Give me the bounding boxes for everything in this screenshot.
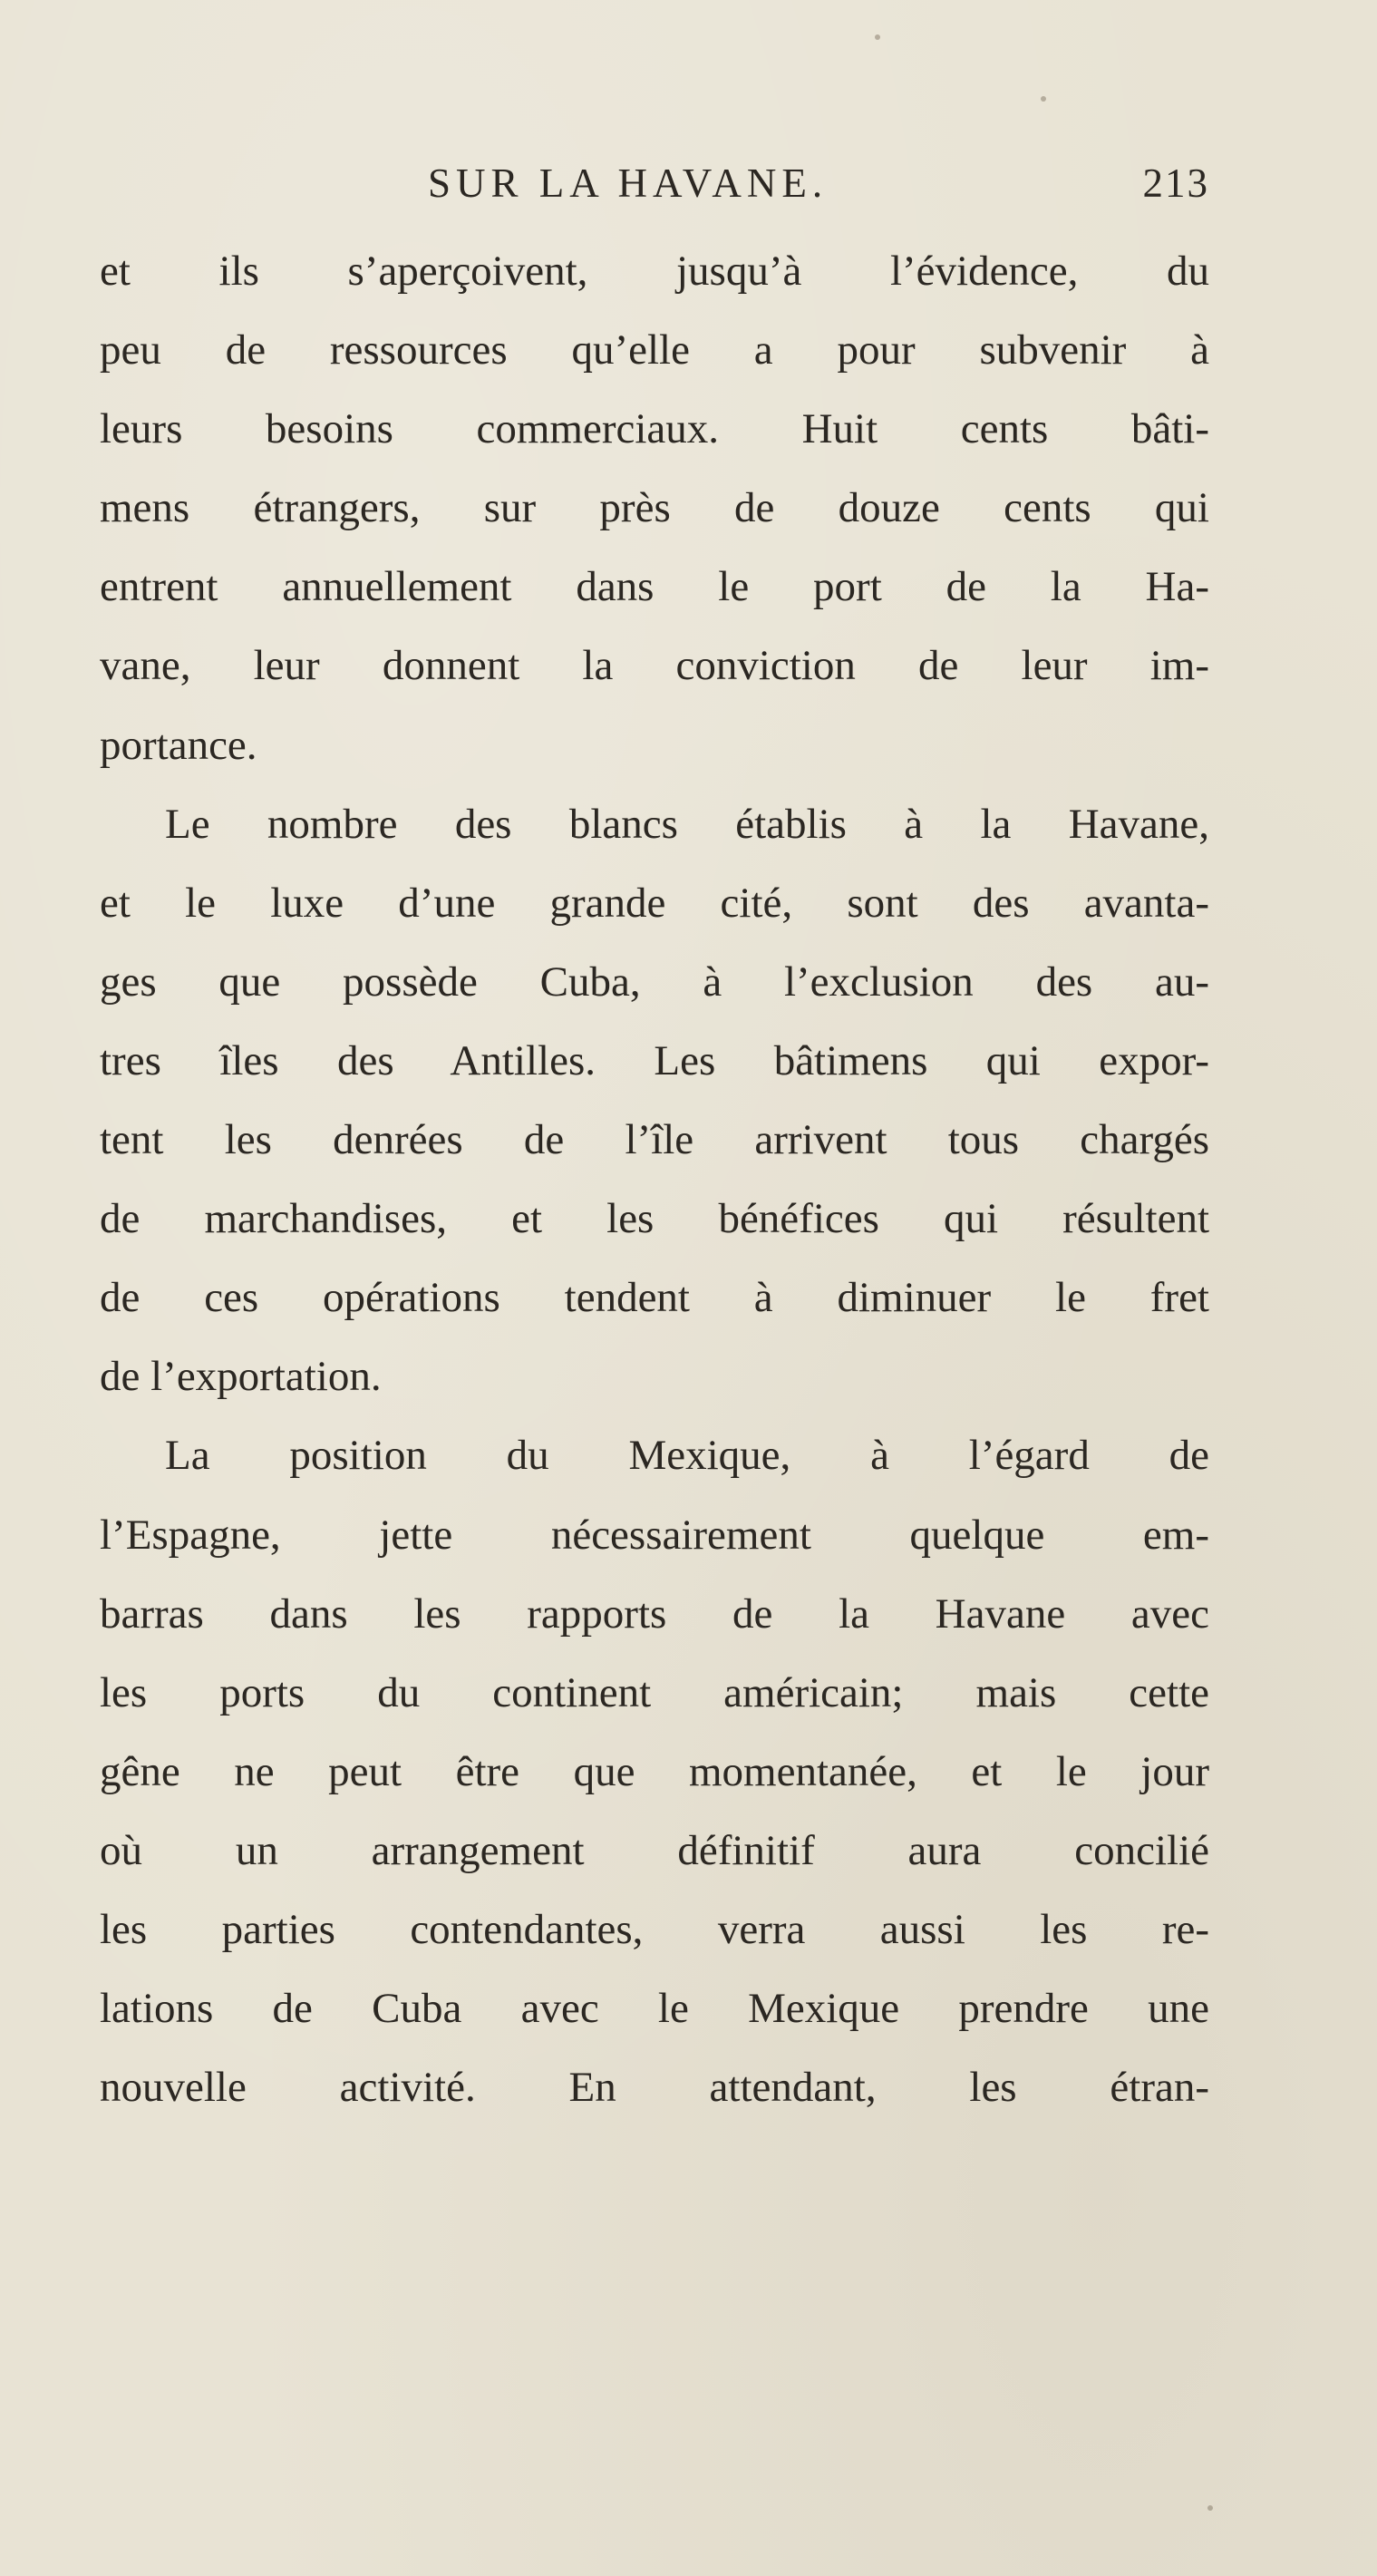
text-line: les ports du continent américain; mais cette xyxy=(100,1668,1209,1716)
running-head xyxy=(100,156,1209,210)
text-line: ges que possède Cuba, à l’exclusion des au- xyxy=(100,957,1209,1006)
body-text xyxy=(100,232,1209,2127)
text-line: de l’exportation. xyxy=(100,1353,382,1401)
running-title: SUR LA HAVANE. xyxy=(428,160,829,206)
paper-speck xyxy=(875,34,880,40)
text-line: gêne ne peut être que momentanée, et le jour xyxy=(100,1747,1209,1795)
paper-speck xyxy=(1207,2505,1213,2511)
text-line: vane, leur donnent la conviction de leur im- xyxy=(100,642,1209,690)
text-line: où un arrangement définitif aura concilié xyxy=(100,1826,1209,1874)
text-line: l’Espagne, jette nécessairement quelque em- xyxy=(100,1511,1209,1559)
text-line: leurs besoins commerciaux. Huit cents bâti- xyxy=(100,405,1209,453)
text-line: les parties contendantes, verra aussi les re- xyxy=(100,1905,1209,1953)
text-line: tent les denrées de l’île arrivent tous chargés xyxy=(100,1116,1209,1164)
text-line: et le luxe d’une grande cité, sont des avanta- xyxy=(100,879,1209,927)
text-line: et ils s’aperçoivent, jusqu’à l’évidence, du xyxy=(100,248,1209,295)
paper-speck xyxy=(1041,96,1046,102)
text-line: nouvelle activité. En attendant, les étran- xyxy=(100,2064,1209,2112)
text-line: de marchandises, et les bénéfices qui résultent xyxy=(100,1195,1209,1243)
text-line: Le nombre des blancs établis à la Havane, xyxy=(165,800,1209,848)
text-line: entrent annuellement dans le port de la Ha- xyxy=(100,563,1209,611)
text-line: mens étrangers, sur près de douze cents qui xyxy=(100,484,1209,532)
text-line: de ces opérations tendent à diminuer le fret xyxy=(100,1274,1209,1322)
text-line: lations de Cuba avec le Mexique prendre une xyxy=(100,1985,1209,2033)
page-number: 213 xyxy=(1142,160,1209,206)
text-line: barras dans les rapports de la Havane avec xyxy=(100,1589,1209,1638)
text-line: La position du Mexique, à l’égard de xyxy=(165,1432,1209,1480)
text-line: portance. xyxy=(100,721,257,769)
text-line: peu de ressources qu’elle a pour subvenir à xyxy=(100,326,1209,374)
text-line: tres îles des Antilles. Les bâtimens qui expor- xyxy=(100,1036,1209,1084)
